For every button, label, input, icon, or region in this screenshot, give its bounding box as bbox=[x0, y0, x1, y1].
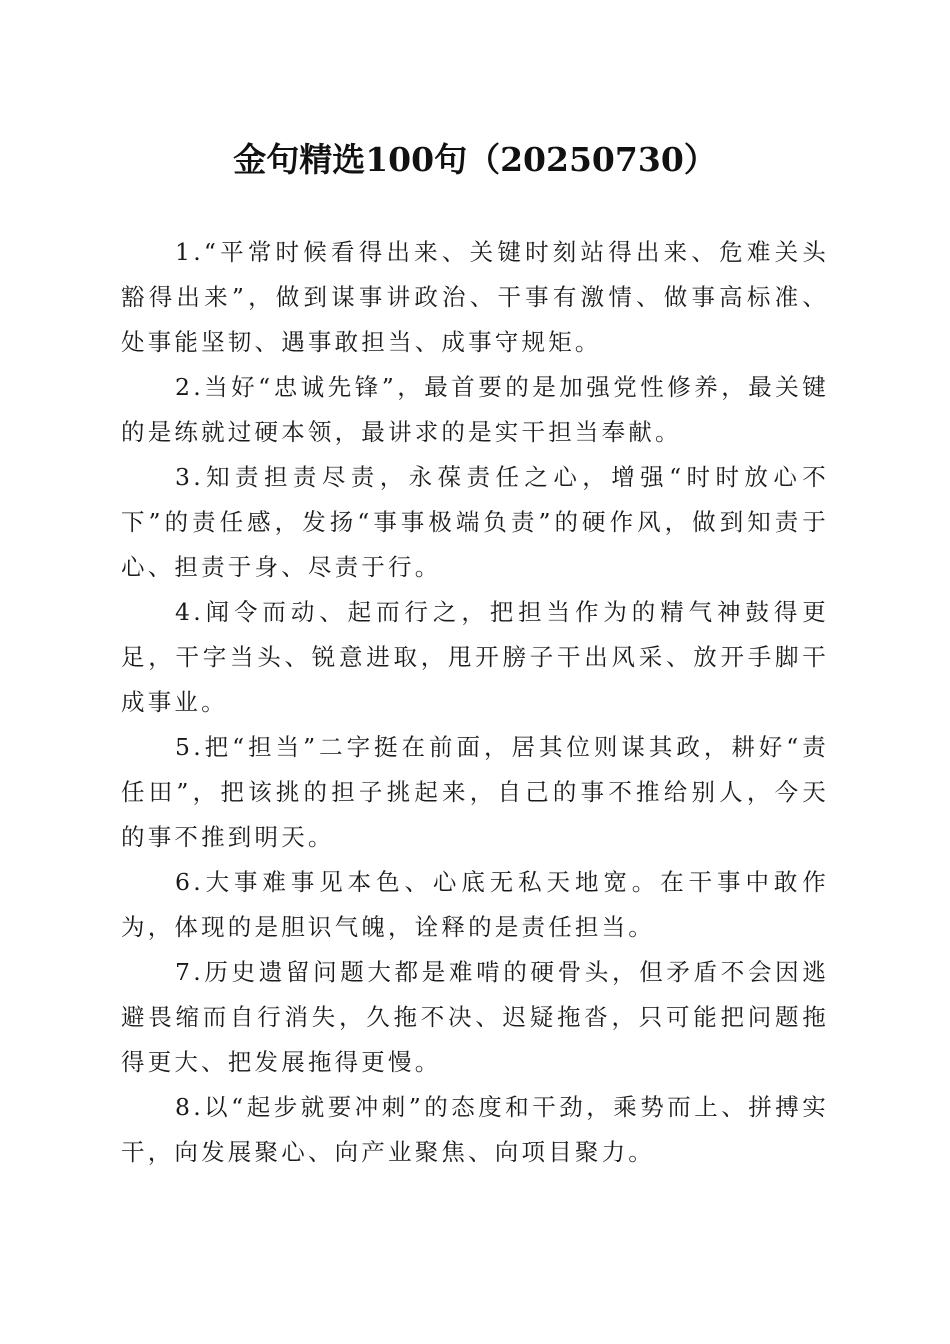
document-body bbox=[121, 230, 829, 1175]
paragraph-1: 1.“平常时候看得出来、关键时刻站得出来、危难关头豁得出来”，做到谋事讲政治、干事有激情、做事高标准、处事能坚韧、遇事敢担当、成事守规矩。 bbox=[121, 238, 829, 356]
paragraph-3: 3.知责担责尽责，永葆责任之心，增强“时时放心不下”的责任感，发扬“事事极端负责”的硬作风，做到知责于心、担责于身、尽责于行。 bbox=[121, 463, 829, 581]
page-title: 金句精选100句（20250730） bbox=[233, 140, 717, 179]
paragraph-5: 5.把“担当”二字挺在前面，居其位则谋其政，耕好“责任田”，把该挑的担子挑起来，自己的事不推给别人，今天的事不推到明天。 bbox=[121, 733, 829, 851]
paragraph-4: 4.闻令而动、起而行之，把担当作为的精气神鼓得更足，干字当头、锐意进取，甩开膀子干出风采、放开手脚干成事业。 bbox=[121, 598, 829, 716]
paragraph-2: 2.当好“忠诚先锋”，最首要的是加强党性修养，最关键的是练就过硬本领，最讲求的是实干担当奉献。 bbox=[121, 373, 829, 446]
paragraph-6: 6.大事难事见本色、心底无私天地宽。在干事中敢作为，体现的是胆识气魄，诠释的是责任担当。 bbox=[121, 868, 829, 941]
paragraph-8: 8.以“起步就要冲刺”的态度和干劲，乘势而上、拼搏实干，向发展聚心、向产业聚焦、向项目聚力。 bbox=[121, 1093, 829, 1166]
paragraph-7: 7.历史遗留问题大都是难啃的硬骨头，但矛盾不会因逃避畏缩而自行消失，久拖不决、迟疑拖沓，只可能把问题拖得更大、把发展拖得更慢。 bbox=[121, 958, 829, 1076]
